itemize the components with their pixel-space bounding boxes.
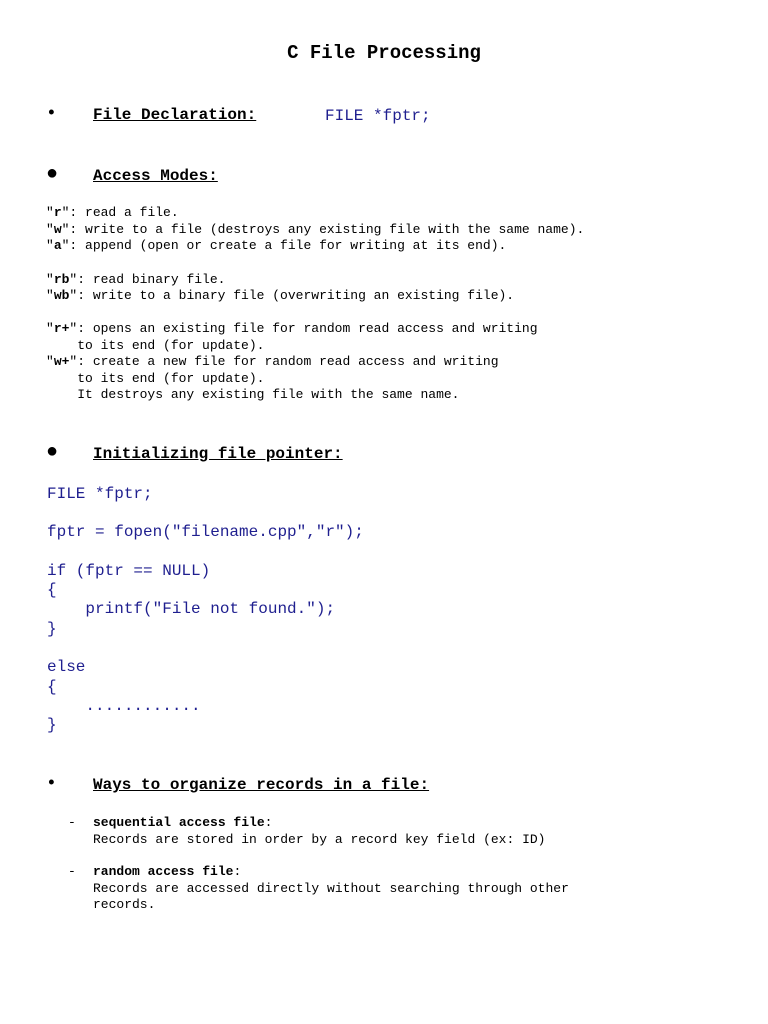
mode-code: w [53, 222, 62, 237]
mode-code: rb [53, 272, 70, 287]
organize-item-random: random access file: [93, 864, 242, 879]
bullet-initializing: ● [46, 441, 59, 464]
file-declaration-code: FILE *fptr; [325, 107, 431, 125]
access-mode-r-plus-continuation: to its end (for update). [46, 338, 265, 353]
dash-marker: - [68, 864, 76, 879]
organize-item-sequential-desc: Records are stored in order by a record key field (ex: ID) [93, 832, 546, 847]
code-line: { [47, 678, 57, 696]
code-line: } [47, 716, 57, 734]
mode-code: a [53, 238, 62, 253]
access-mode-w-plus-note: It destroys any existing file with the same name. [46, 387, 460, 402]
item-label: sequential access file [93, 815, 265, 830]
code-line: else [47, 658, 86, 676]
heading-initializing: Initializing file pointer: [93, 445, 343, 463]
mode-code: wb [53, 288, 70, 303]
mode-code: r+ [53, 321, 70, 336]
access-mode-a: "a": append (open or create a file for writing at its end). [46, 238, 507, 253]
page-title: C File Processing [287, 42, 481, 64]
access-mode-w-plus-continuation: to its end (for update). [46, 371, 265, 386]
bullet-access-modes: ● [46, 163, 59, 186]
access-mode-w-plus: "w+": create a new file for random read access and writing [46, 354, 499, 369]
access-mode-w: "w": write to a file (destroys any existing file with the same name). [46, 222, 585, 237]
access-mode-rb: "rb": read binary file. [46, 272, 226, 287]
dash-marker: - [68, 815, 76, 830]
code-line: fptr = fopen("filename.cpp","r"); [47, 523, 364, 541]
heading-file-declaration: File Declaration: [93, 106, 257, 124]
code-line: ............ [47, 697, 201, 715]
access-mode-r: "r": read a file. [46, 205, 179, 220]
code-line: printf("File not found."); [47, 600, 336, 618]
heading-access-modes: Access Modes: [93, 167, 218, 185]
code-line: { [47, 581, 57, 599]
heading-organize: Ways to organize records in a file: [93, 776, 430, 794]
access-mode-r-plus: "r+": opens an existing file for random read access and writing [46, 321, 538, 336]
organize-item-random-desc-cont: records. [93, 897, 156, 912]
code-line: if (fptr == NULL) [47, 562, 211, 580]
organize-item-random-desc: Records are accessed directly without searching through other [93, 881, 569, 896]
mode-code: w+ [53, 354, 70, 369]
bullet-file-declaration: • [46, 104, 57, 124]
item-label: random access file [93, 864, 234, 879]
bullet-organize: • [46, 774, 57, 794]
access-mode-wb: "wb": write to a binary file (overwriting an existing file). [46, 288, 515, 303]
organize-item-sequential: sequential access file: [93, 815, 273, 830]
mode-code: r [53, 205, 62, 220]
code-line: } [47, 620, 57, 638]
code-line: FILE *fptr; [47, 485, 153, 503]
